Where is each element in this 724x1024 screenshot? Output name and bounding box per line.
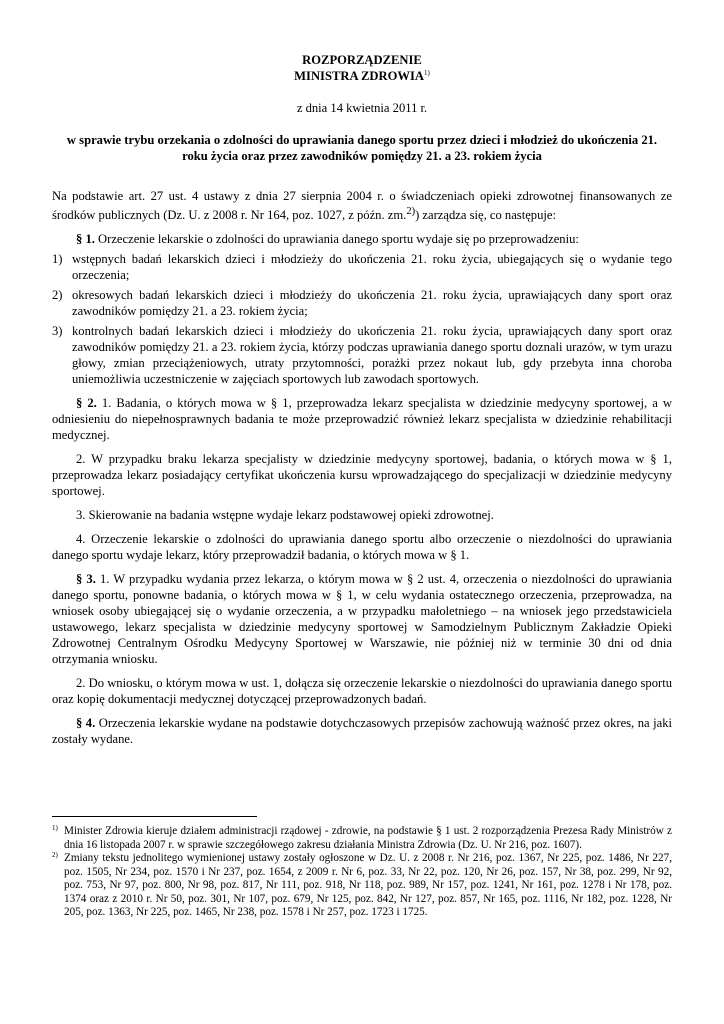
section-4-text: Orzeczenia lekarskie wydane na podstawie dotychczasowych przepisów zachowują ważność przez okres, na jaki zostały wydane. xyxy=(52,716,672,747)
section-3-label: § 3. xyxy=(76,572,96,587)
list-item-text: wstępnych badań lekarskich dzieci i młodzieży do ukończenia 21. roku życia, ubiegających się o wydanie tego orzeczenia; xyxy=(72,252,672,283)
section-2-text-1: 1. Badania, o których mowa w § 1, przeprowadza lekarz specjalista w dziedzinie medycyny sportowej, a w odniesieniu do niepełnosprawnych badania te może przeprowadzić również lekarz specjalista w dziedzinie rehabilitacji medycznej. xyxy=(52,396,672,443)
section-2-paragraph-2: 2. W przypadku braku lekarza specjalisty w dziedzinie medycyny sportowej, badania, o których mowa w § 1, przeprowadza lekarz posiadający certyfikat ukończenia kursu wprowadzającego do specjalizacji w dziedzinie medycyny sportowej. xyxy=(52,452,672,499)
section-3-paragraph-2: 2. Do wniosku, o którym mowa w ust. 1, dołącza się orzeczenie lekarskie o niezdolności do uprawiania danego sportu oraz kopię dokumentacji medycznej dotyczącej przeprowadzonych badań. xyxy=(52,676,672,707)
footnotes xyxy=(52,816,672,920)
section-1-label: § 1. xyxy=(76,232,95,247)
list-item xyxy=(52,251,672,283)
list-item-text: okresowych badań lekarskich dzieci i młodzieży do ukończenia 21. roku życia, uprawiających dany sport oraz zawodników pomiędzy 21. a 23. rokiem życia; xyxy=(72,288,672,319)
title-line-1: ROZPORZĄDZENIE xyxy=(302,53,422,67)
footnote-2 xyxy=(52,852,672,920)
footnote-2-mark: 2) xyxy=(52,851,58,859)
title-line-2 xyxy=(52,68,672,84)
footnote-ref-2[interactable]: 2) xyxy=(406,206,416,217)
footnote-divider xyxy=(52,816,257,817)
section-3-text-1: 1. W przypadku wydania przez lekarza, o którym mowa w § 2 ust. 4, orzeczenia o niezdolności do uprawiania danego sportu, ponowne badania, o których mowa w § 1, w celu wydania ostatecznego orzeczenia, przeprowadza, na wniosek osoby ubiegającej się o wydanie orzeczenia, a w przypadku małoletniego – na wniosek jego przedstawiciela ustawowego, lekarz specjalista w dziedzinie medycyny sportowej w Samodzielnym Publicznym Zakładzie Opieki Zdrowotnej Centralnym Ośrodku Medycyny Sportowej w Warszawie, nie później niż w terminie 30 dni od dnia otrzymania wniosku. xyxy=(52,572,673,667)
section-2-paragraph-4: 4. Orzeczenie lekarskie o zdolności do uprawiania danego sportu albo orzeczenie o niezdolności do uprawiania danego sportu wydaje lekarz, który przeprowadził badania, o których mowa w § 1. xyxy=(52,532,672,563)
footnote-2-text: Zmiany tekstu jednolitego wymienionej ustawy zostały ogłoszone w Dz. U. z 2008 r. Nr 216, poz. 1367, Nr 225, poz. 1486, Nr 227, poz. 1505, Nr 234, poz. 1570 i Nr 237, poz. 1654, z 2009 r. Nr 6, poz. 33, Nr 22, poz. 120, Nr 26, poz. 157, Nr 38, poz. 299, Nr 92, poz. 753, Nr 97, poz. 800, Nr 98, poz. 817, Nr 111, poz. 918, Nr 118, poz. 989, Nr 157, poz. 1241, Nr 161, poz. 1278 i Nr 178, poz. 1374 oraz z 2010 r. Nr 50, poz. 301, Nr 107, poz. 679, Nr 125, poz. 842, Nr 127, poz. 857, Nr 165, poz. 1116, Nr 182, poz. 1228, Nr 205, poz. 1363, Nr 225, poz. 1465, Nr 238, poz. 1578 i Nr 257, poz. 1723 i 1725. xyxy=(64,852,672,918)
list-item-number: 3) xyxy=(52,324,63,339)
title-line-2-text: MINISTRA ZDROWIA xyxy=(294,69,424,83)
document-subject: w sprawie trybu orzekania o zdolności do uprawiania danego sportu przez dzieci i młodzież do ukończenia 21. roku życia oraz przez zawodników pomiędzy 21. a 23. rokiem życia xyxy=(66,133,658,163)
preamble xyxy=(52,188,672,223)
list-item xyxy=(52,287,672,319)
list-item xyxy=(52,323,672,387)
list-item-number: 1) xyxy=(52,252,63,267)
footnote-1-mark: 1) xyxy=(52,824,58,832)
footnote-1-text: Minister Zdrowia kieruje działem administracji rządowej - zdrowie, na podstawie § 1 ust. 2 rozporządzenia Prezesa Rady Ministrów z dnia 16 listopada 2007 r. w sprawie szczegółowego zakresu działania Ministra Zdrowia (Dz. U. Nr 216, poz. 1607). xyxy=(64,825,672,851)
list-item-number: 2) xyxy=(52,288,63,303)
preamble-text-before: Na podstawie art. 27 ust. 4 ustawy z dnia 27 sierpnia 2004 r. o świadczeniach opieki zdrowotnej finansowanych ze środków publicznych (Dz. U. z 2008 r. Nr 164, poz. 1027, z późn. zm. xyxy=(52,189,672,223)
list-item-text: kontrolnych badań lekarskich dzieci i młodzieży do ukończenia 21. roku życia, uprawiających dany sport oraz zawodników pomiędzy 21. a 23. rokiem życia, którzy podczas uprawiania danego sportu doznali urazów, w tym urazu głowy, zmian przeciążeniowych, utraty przytomności, porażki przez nokaut lub, gdy przebyta inna choroba uniemożliwia uczestniczenie w zajęciach sportowych lub zawodach sportowych. xyxy=(72,324,672,387)
preamble-text-after: ) zarządza się, co następuje: xyxy=(415,208,556,223)
footnote-1 xyxy=(52,825,672,852)
section-1-list xyxy=(52,251,672,387)
section-2-paragraph-1 xyxy=(52,395,672,443)
section-2-label: § 2. xyxy=(76,396,97,411)
section-1-text: Orzeczenie lekarskie o zdolności do uprawiania danego sportu wydaje się po przeprowadzeniu: xyxy=(98,232,579,247)
section-4-label: § 4. xyxy=(76,716,96,731)
section-1 xyxy=(52,231,672,247)
section-2-paragraph-3: 3. Skierowanie na badania wstępne wydaje lekarz podstawowej opieki zdrowotnej. xyxy=(76,508,494,523)
document-date: z dnia 14 kwietnia 2011 r. xyxy=(296,101,428,115)
section-4 xyxy=(52,715,672,747)
document-title xyxy=(52,52,672,84)
document-page xyxy=(52,52,672,747)
footnote-ref-1[interactable]: 1) xyxy=(423,68,430,77)
section-3-paragraph-1 xyxy=(52,571,672,667)
